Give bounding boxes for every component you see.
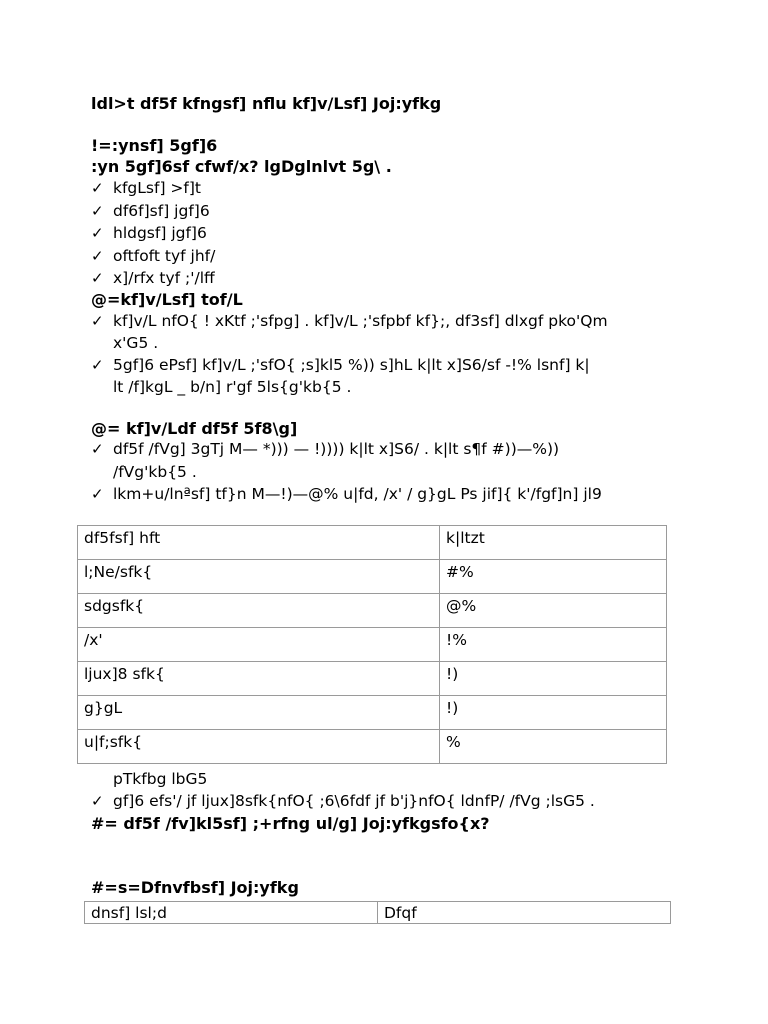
- section-1-heading: !=:ynsf] 5gf]6: [91, 136, 218, 155]
- table-cell: /x': [78, 628, 440, 662]
- list-item: gf]6 efs'/ jf ljux]8sfk{nfO{ ;6\6fdf jf b'j}nfO{ ldnfP/ /fVg ;lsG5 .: [113, 792, 595, 810]
- table-cell: #%: [440, 560, 667, 594]
- checkmark-icon: ✓: [91, 202, 104, 220]
- list-item: df6f]sf] jgf]6: [113, 202, 210, 220]
- table-cell: ljux]8 sfk{: [78, 662, 440, 696]
- table-cell: g}gL: [78, 696, 440, 730]
- table-cell: l;Ne/sfk{: [78, 560, 440, 594]
- list-item: 5gf]6 ePsf] kf]v/L ;'sfO{ ;s]kl5 %)) s]hL k|lt x]S6/sf -!% lsnf] k|: [113, 356, 590, 374]
- list-item: kf]v/L nfO{ ! xKtf ;'sfpg] . kf]v/L ;'sfpbf kf};, df3sf] dlxgf pko'Qm: [113, 312, 608, 330]
- checkmark-icon: ✓: [91, 485, 104, 503]
- table-header-cell: dnsf] lsl;d: [85, 902, 378, 924]
- section-2-heading: @=kf]v/Lsf] tof/L: [91, 290, 243, 309]
- list-item: oftfoft tyf jhf/: [113, 247, 216, 265]
- table-row: [78, 662, 667, 696]
- checkmark-icon: ✓: [91, 792, 104, 810]
- section-heading: #= df5f /fv]kl5sf] ;+rfng ul/g] Joj:yfkgsfo{x?: [91, 814, 490, 833]
- checkmark-icon: ✓: [91, 179, 104, 197]
- checkmark-icon: ✓: [91, 312, 104, 330]
- table-row: [78, 730, 667, 764]
- table-row: [78, 696, 667, 730]
- list-item: x]/rfx tyf ;'/lff: [113, 269, 215, 287]
- document-title: ldl>t df5f kfngsf] nflu kf]v/Lsf] Joj:yfkg: [91, 94, 442, 113]
- table-cell: u|f;sfk{: [78, 730, 440, 764]
- section-3-heading: @= kf]v/Ldf df5f 5f8\g]: [91, 419, 298, 438]
- list-item: lkm+u/lnªsf] tf}n M—!)—@% u|fd, /x' / g}gL Ps jif]{ k'/fgf]n] jl9: [113, 485, 602, 503]
- table-row: [78, 594, 667, 628]
- table-header-cell: Dfqf: [378, 902, 671, 924]
- table-cell: !): [440, 662, 667, 696]
- section-1-subheading: :yn 5gf]6sf cfwf/x? lgDglnlvt 5g\ .: [91, 157, 392, 176]
- table-cell: sdgsfk{: [78, 594, 440, 628]
- list-item: hldgsf] jgf]6: [113, 224, 207, 242]
- checkmark-icon: ✓: [91, 269, 104, 287]
- list-item-continuation: x'G5 .: [113, 334, 159, 352]
- table-cell: !%: [440, 628, 667, 662]
- table-header-cell: df5fsf] hft: [78, 526, 440, 560]
- checkmark-icon: ✓: [91, 224, 104, 242]
- list-item: df5f /fVg] 3gTj M— *))) — !)))) k|lt x]S6/ . k|lt s¶f #))—%)): [113, 440, 560, 458]
- table-row: [78, 560, 667, 594]
- table-cell: @%: [440, 594, 667, 628]
- section-4-heading: #=s=Dfnvfbsf] Joj:yfkg: [91, 878, 299, 897]
- list-item: kfgLsf] >f]t: [113, 179, 201, 197]
- checkmark-icon: ✓: [91, 440, 104, 458]
- table-header-row: [85, 902, 671, 924]
- table-row: [78, 628, 667, 662]
- checkmark-icon: ✓: [91, 356, 104, 374]
- checkmark-icon: ✓: [91, 247, 104, 265]
- table-cell: %: [440, 730, 667, 764]
- table-header-row: [78, 526, 667, 560]
- list-item-continuation: /fVg'kb{5 .: [113, 463, 197, 481]
- list-item-continuation: lt /f]kgL _ b/n] r'gf 5ls{g'kb{5 .: [113, 378, 352, 396]
- table-header-cell: k|ltzt: [440, 526, 667, 560]
- table-cell: !): [440, 696, 667, 730]
- fish-species-table: [77, 525, 667, 764]
- continuation-text: pTkfbg lbG5: [113, 770, 208, 788]
- manure-table: [84, 901, 671, 924]
